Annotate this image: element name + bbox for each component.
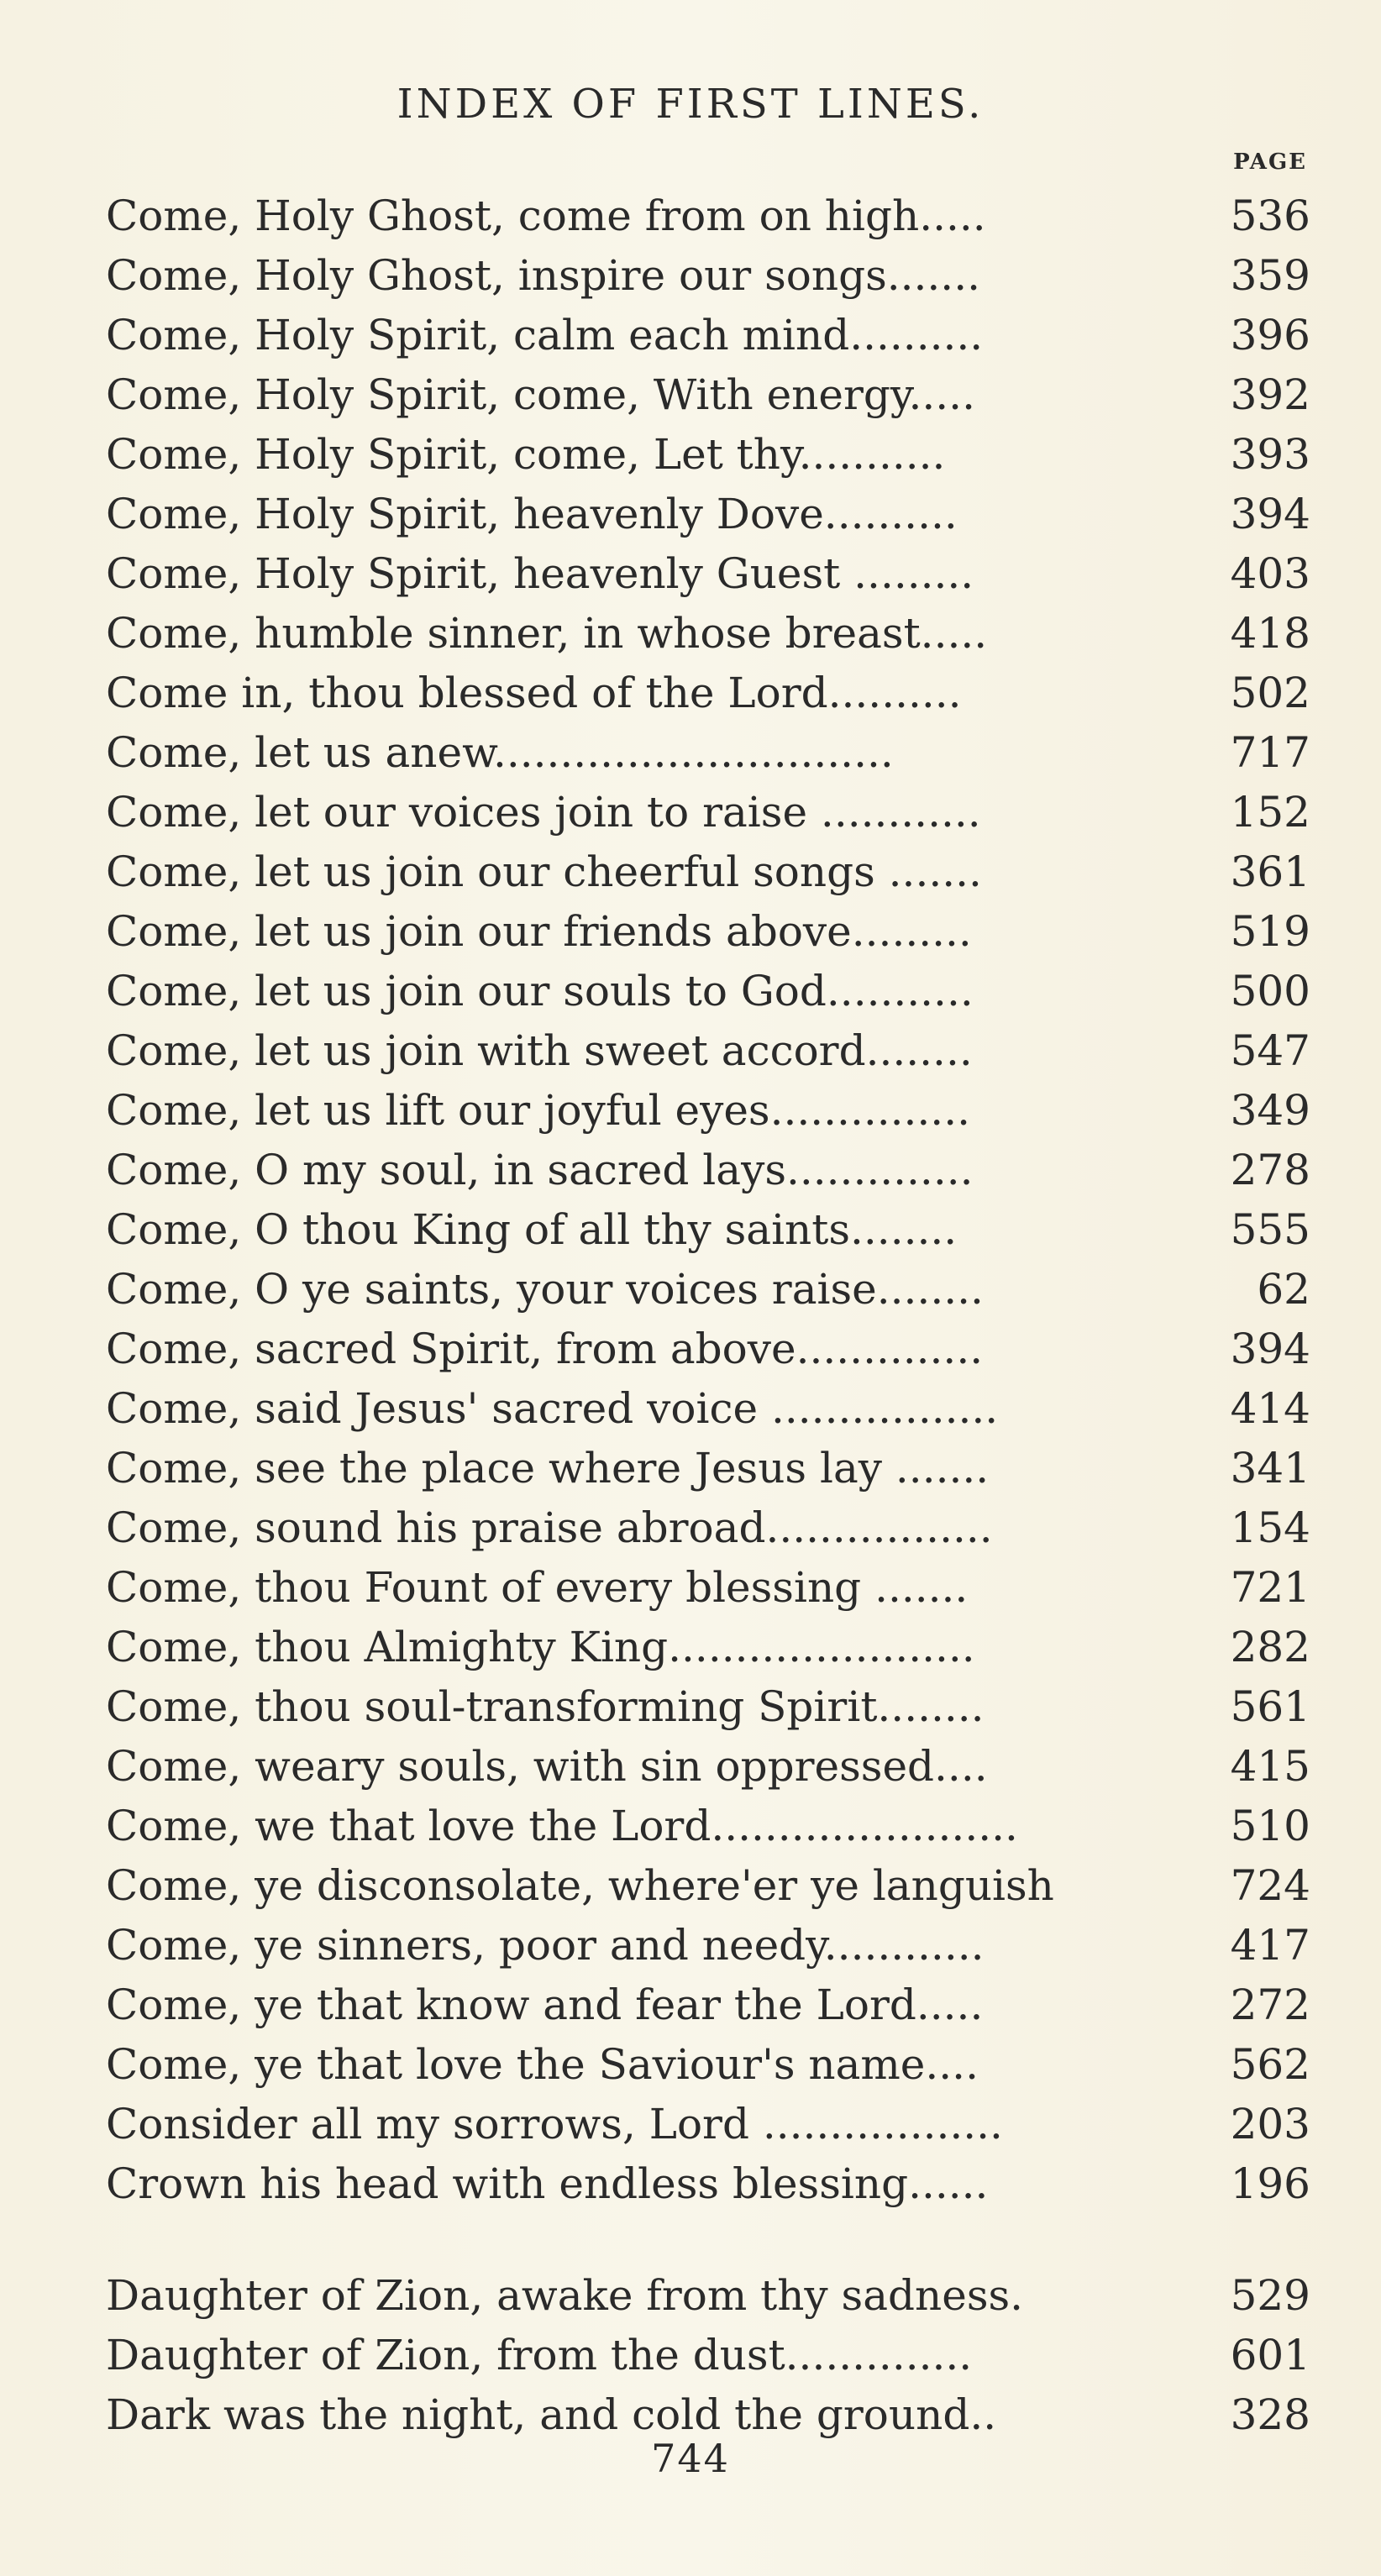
page-reference: 415 — [1230, 1742, 1310, 1791]
index-entry — [106, 1558, 1310, 1618]
first-line-text: Come, ye sinners, poor and needy............ — [106, 1921, 985, 1970]
index-entry — [106, 1677, 1310, 1737]
first-line-text: Come, thou Fount of every blessing ....... — [106, 1563, 969, 1612]
index-entry — [106, 783, 1310, 842]
first-line-text: Come, let us join our souls to God........... — [106, 967, 974, 1015]
index-entry — [106, 425, 1310, 485]
index-entry — [106, 723, 1310, 783]
first-line-text: Come, thou soul-transforming Spirit........ — [106, 1682, 985, 1731]
index-entry — [106, 1797, 1310, 1856]
section-gap — [106, 2214, 1310, 2266]
index-entry — [106, 1856, 1310, 1916]
first-line-text: Daughter of Zion, from the dust.............. — [106, 2331, 973, 2379]
page-reference: 341 — [1230, 1444, 1310, 1493]
first-line-text: Come, Holy Spirit, heavenly Dove.......... — [106, 490, 958, 538]
page-reference: 519 — [1230, 907, 1310, 956]
page-reference: 418 — [1230, 609, 1310, 658]
index-entry — [106, 485, 1310, 544]
page-reference: 349 — [1230, 1086, 1310, 1135]
index-entry — [106, 1141, 1310, 1200]
first-line-text: Come, O thou King of all thy saints........ — [106, 1205, 958, 1254]
index-entry — [106, 902, 1310, 962]
page-reference: 393 — [1230, 430, 1310, 479]
index-entry — [106, 365, 1310, 425]
index-entry — [106, 2154, 1310, 2214]
page-reference: 502 — [1230, 669, 1310, 717]
page-reference: 562 — [1230, 2040, 1310, 2089]
index-entry — [106, 1439, 1310, 1498]
page-reference: 62 — [1257, 1265, 1310, 1314]
index-entry — [106, 2266, 1310, 2326]
first-line-text: Come, we that love the Lord....................... — [106, 1802, 1018, 1850]
first-line-text: Come, humble sinner, in whose breast..... — [106, 609, 988, 658]
page-reference: 278 — [1230, 1146, 1310, 1194]
page-reference: 359 — [1230, 251, 1310, 300]
index-entry — [106, 842, 1310, 902]
page-reference: 529 — [1230, 2271, 1310, 2320]
index-entry — [106, 1618, 1310, 1677]
first-line-text: Come, thou Almighty King....................... — [106, 1623, 975, 1671]
index-entry — [106, 544, 1310, 604]
section-c — [106, 186, 1310, 2214]
page-reference: 152 — [1230, 788, 1310, 837]
first-line-text: Come, let us join our friends above......... — [106, 907, 972, 956]
index-entry — [106, 604, 1310, 664]
index-entry — [106, 246, 1310, 306]
index-entries — [106, 186, 1310, 2445]
first-line-text: Come, Holy Spirit, come, With energy..... — [106, 370, 975, 419]
first-line-text: Come, said Jesus' sacred voice ................. — [106, 1384, 999, 1433]
page-reference: 547 — [1230, 1026, 1310, 1075]
page-reference: 282 — [1230, 1623, 1310, 1671]
page-reference: 717 — [1230, 728, 1310, 777]
first-line-text: Come, let us join with sweet accord........ — [106, 1026, 973, 1075]
first-line-text: Come, O my soul, in sacred lays.............. — [106, 1146, 974, 1194]
page-reference: 500 — [1230, 967, 1310, 1015]
first-line-text: Come, let our voices join to raise ............ — [106, 788, 981, 837]
index-entry — [106, 1498, 1310, 1558]
page-reference: 361 — [1230, 847, 1310, 896]
page-number: 744 — [651, 2436, 730, 2481]
first-line-text: Come, Holy Spirit, come, Let thy........... — [106, 430, 946, 479]
page-reference: 196 — [1230, 2159, 1310, 2208]
page-reference: 536 — [1230, 191, 1310, 240]
page-reference: 272 — [1230, 1981, 1310, 2029]
page-reference: 724 — [1230, 1861, 1310, 1910]
page-reference: 417 — [1230, 1921, 1310, 1970]
first-line-text: Come, ye that love the Saviour's name.... — [106, 2040, 979, 2089]
index-entry — [106, 1021, 1310, 1081]
first-line-text: Come, Holy Ghost, come from on high..... — [106, 191, 986, 240]
first-line-text: Come, Holy Spirit, heavenly Guest ......... — [106, 549, 974, 598]
page-reference: 328 — [1230, 2390, 1310, 2439]
index-entry — [106, 962, 1310, 1021]
page-reference: 396 — [1230, 311, 1310, 359]
page-reference: 561 — [1230, 1682, 1310, 1731]
first-line-text: Come, Holy Ghost, inspire our songs....... — [106, 251, 980, 300]
index-entry — [106, 1379, 1310, 1439]
page-column-label: PAGE — [1233, 150, 1307, 175]
index-entry — [106, 1737, 1310, 1797]
index-entry — [106, 2035, 1310, 2095]
first-line-text: Come in, thou blessed of the Lord.......... — [106, 669, 962, 717]
first-line-text: Come, let us lift our joyful eyes............... — [106, 1086, 970, 1135]
first-line-text: Daughter of Zion, awake from thy sadness. — [106, 2271, 1024, 2320]
first-line-text: Come, sacred Spirit, from above.............. — [106, 1325, 984, 1373]
first-line-text: Come, let us join our cheerful songs ....... — [106, 847, 982, 896]
first-line-text: Come, let us anew.............................. — [106, 728, 894, 777]
index-entry — [106, 1260, 1310, 1319]
first-line-text: Come, ye that know and fear the Lord..... — [106, 1981, 984, 2029]
first-line-text: Consider all my sorrows, Lord .................. — [106, 2100, 1003, 2148]
index-entry — [106, 2095, 1310, 2154]
index-entry — [106, 664, 1310, 723]
index-entry — [106, 2326, 1310, 2385]
page-reference: 414 — [1230, 1384, 1310, 1433]
page-reference: 203 — [1230, 2100, 1310, 2148]
page-reference: 721 — [1230, 1563, 1310, 1612]
page-reference: 394 — [1230, 1325, 1310, 1373]
first-line-text: Crown his head with endless blessing...... — [106, 2159, 989, 2208]
page-reference: 392 — [1230, 370, 1310, 419]
index-entry — [106, 1319, 1310, 1379]
index-entry — [106, 1916, 1310, 1975]
first-line-text: Come, Holy Spirit, calm each mind.......... — [106, 311, 984, 359]
first-line-text: Come, ye disconsolate, where'er ye languish — [106, 1861, 1054, 1910]
page-reference: 154 — [1230, 1503, 1310, 1552]
index-entry — [106, 1081, 1310, 1141]
page-reference: 601 — [1230, 2331, 1310, 2379]
section-d — [106, 2266, 1310, 2445]
page-reference: 510 — [1230, 1802, 1310, 1850]
first-line-text: Come, O ye saints, your voices raise........ — [106, 1265, 984, 1314]
first-line-text: Come, see the place where Jesus lay ....... — [106, 1444, 990, 1493]
first-line-text: Come, weary souls, with sin oppressed.... — [106, 1742, 988, 1791]
index-entry — [106, 1200, 1310, 1260]
page-title: INDEX OF FIRST LINES. — [396, 81, 985, 128]
page-reference: 394 — [1230, 490, 1310, 538]
index-entry — [106, 186, 1310, 246]
page-reference: 555 — [1230, 1205, 1310, 1254]
index-entry — [106, 306, 1310, 365]
index-entry — [106, 1975, 1310, 2035]
first-line-text: Dark was the night, and cold the ground.. — [106, 2390, 997, 2439]
first-line-text: Come, sound his praise abroad................. — [106, 1503, 993, 1552]
page-reference: 403 — [1230, 549, 1310, 598]
